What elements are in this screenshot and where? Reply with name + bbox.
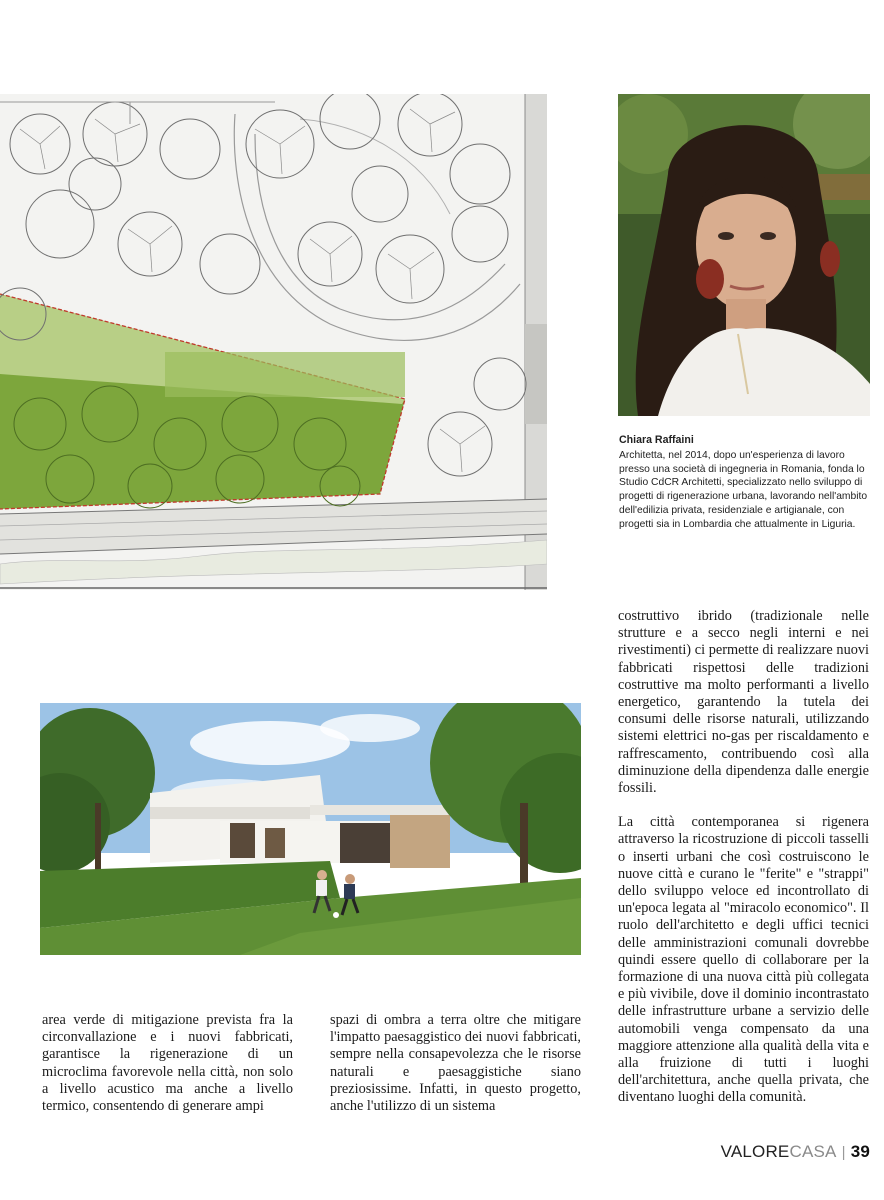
caption-text: Architetta, nel 2014, dopo un'esperienza di lavoro presso una società di ingegneria in Romania, fonda lo Studio CdCR Architetti, specializzato nello sviluppo di progetti di rigenerazione urbana, lavorando nell'ambito dell'edilizia privata, residenziale e artigianale, con progetti sia in Lombardia che attualmente in Liguria. xyxy=(619,449,868,530)
article-paragraph: spazi di ombra a terra oltre che mitigare l'impatto paesaggistico dei nuovi fabbricati, sempre nella consapevolezza che le risorse naturali e paesaggistiche siano preziosissime. Infatti, in questo progetto, anche l'utilizzo di un sistema xyxy=(330,1012,581,1115)
site-plan-drawing xyxy=(0,94,547,590)
article-paragraph: La città contemporanea si rigenera attraverso la ricostruzione di piccoli tasselli o inserti urbani che così costruiscono le nuove città e curano le "ferite" e "strappi" dello sviluppo veloce ed incontrollato di un'epoca legata al "miracolo economico". Il ruolo dell'architetto e degli uffici tecnici delle amministrazioni comunali dovrebbe quindi essere quello di collaborare per la formazione di una nuova città più collegata e più vivibile, dove il dominio incontrastato delle infrastrutture urbane a servizio delle automobili venga compensato da una maggiore attenzione alla qualità della vita e alla fruizione di tutti i luoghi dell'architettura, anche quella privata, che diventano luoghi della comunità. xyxy=(618,814,869,1106)
magazine-name-part1: VALORE xyxy=(720,1142,790,1161)
article-column-1 xyxy=(42,1012,293,1115)
page-number: 39 xyxy=(850,1142,870,1161)
project-rendering-photo xyxy=(40,703,581,955)
caption-name: Chiara Raffaini xyxy=(619,434,694,446)
article-paragraph: area verde di mitigazione prevista fra la circonvallazione e i nuovi fabbricati, garantisce la rigenerazione di un microclima favorevole nella città, non solo a livello acustico ma anche a livello termico, consentendo di generare ampi xyxy=(42,1012,293,1115)
folio-separator: | xyxy=(841,1144,846,1161)
magazine-name-part2: CASA xyxy=(789,1142,837,1161)
article-paragraph: costruttivo ibrido (tradizionale nelle strutture e a secco negli interni e nei rivestimenti) ci permette di realizzare nuovi fabbricati rispettosi delle tradizioni costruttive ma molto performanti a livello energetico, garantendo la tutela dei consumi delle risorse naturali, utilizzando sistemi elettrici no-gas per riscaldamento e raffrescamento, contribuendo così alla diminuzione della dipendenza dalle energie fossili. xyxy=(618,608,869,797)
article-column-2 xyxy=(330,1012,581,1115)
page-footer xyxy=(721,1142,870,1162)
article-column-3 xyxy=(618,608,869,1107)
portrait-photo-chiara-raffaini xyxy=(618,94,870,416)
portrait-caption xyxy=(619,434,869,532)
